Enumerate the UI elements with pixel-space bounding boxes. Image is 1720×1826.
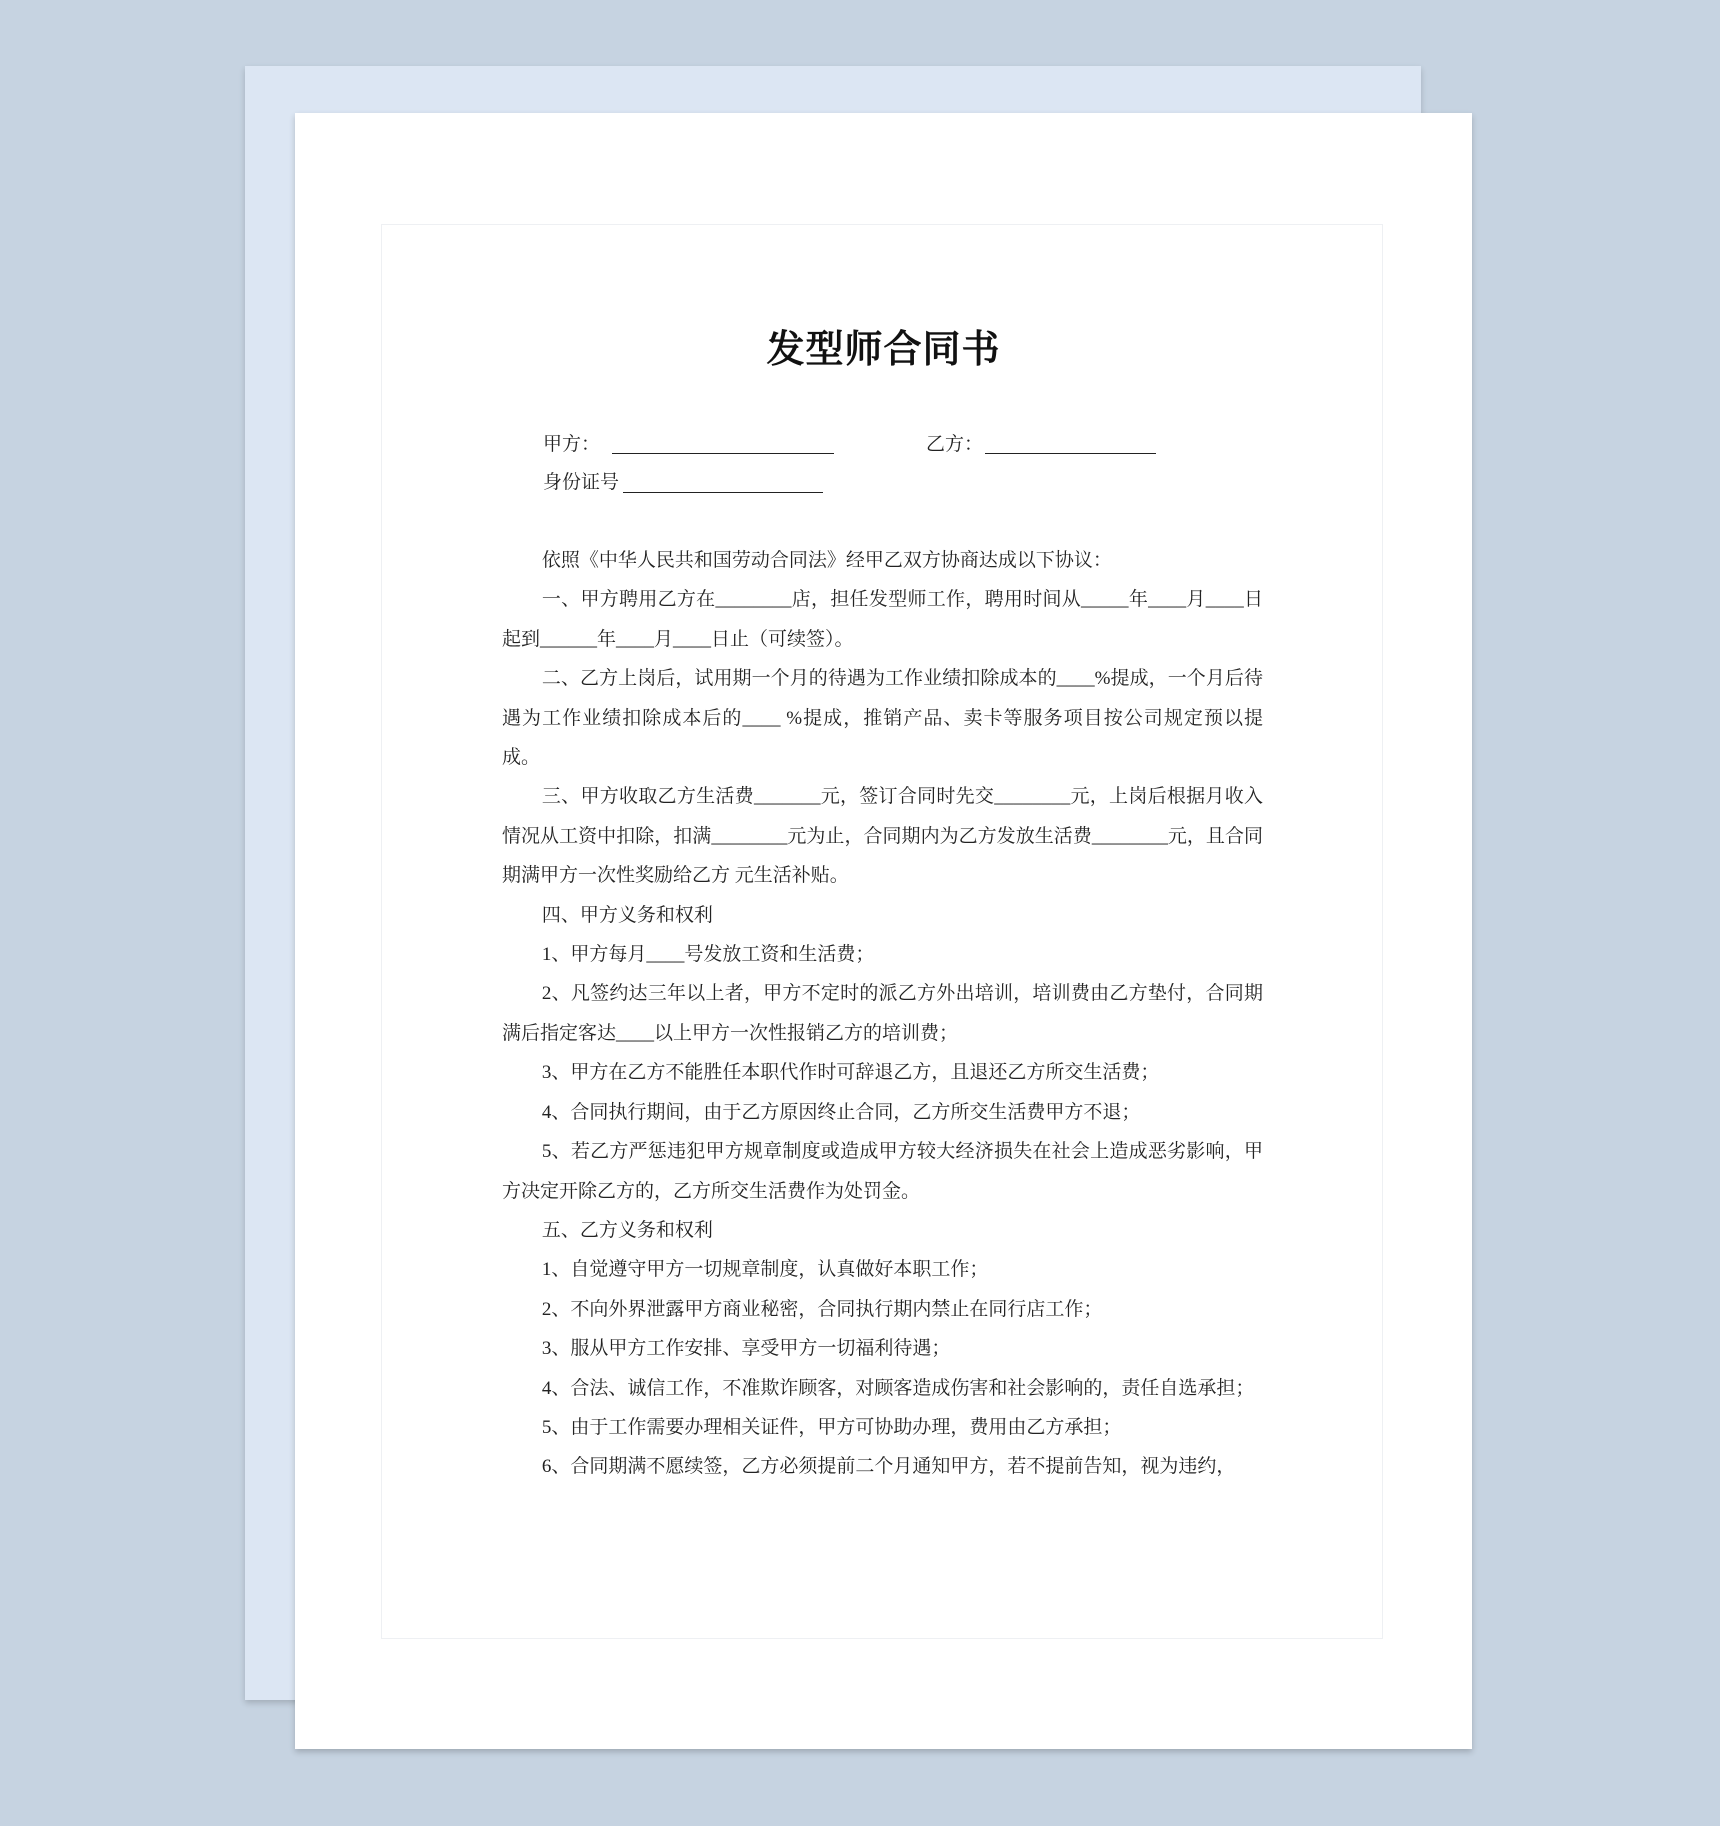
party-a-field[interactable] — [612, 453, 834, 454]
contract-paragraph: 2、凡签约达三年以上者，甲方不定时的派乙方外出培训，培训费由乙方垫付，合同期满后指定客达____以上甲方一次性报销乙方的培训费； — [502, 983, 1263, 1044]
contract-paragraph: 一、甲方聘用乙方在________店，担任发型师工作，聘用时间从_____年____月____日起到______年____月____日止（可续签）。 — [502, 589, 1263, 650]
contract-paragraph: 1、自觉遵守甲方一切规章制度，认真做好本职工作； — [541, 1259, 989, 1281]
document-page — [295, 113, 1472, 1749]
contract-paragraph: 5、由于工作需要办理相关证件，甲方可协助办理，费用由乙方承担； — [541, 1416, 1122, 1438]
contract-paragraph: 4、合法、诚信工作，不准欺诈顾客，对顾客造成伤害和社会影响的，责任自选承担； — [541, 1377, 1255, 1399]
contract-paragraph: 四、甲方义务和权利 — [541, 904, 713, 926]
contract-paragraph: 五、乙方义务和权利 — [541, 1219, 713, 1241]
contract-paragraph: 2、不向外界泄露甲方商业秘密，合同执行期内禁止在同行店工作； — [541, 1298, 1103, 1320]
party-a-label: 甲方： — [543, 434, 601, 455]
id-number-label: 身份证号 — [543, 472, 620, 493]
party-b-label: 乙方： — [926, 434, 984, 455]
contract-paragraph: 三、甲方收取乙方生活费_______元，签订合同时先交________元，上岗后根据月收入情况从工资中扣除，扣满________元为止，合同期内为乙方发放生活费________元，且合同期满甲方一次性奖励给乙方 元生活补贴。 — [502, 786, 1263, 887]
party-b-field[interactable] — [985, 453, 1156, 454]
contract-paragraph: 6、合同期满不愿续签，乙方必须提前二个月通知甲方，若不提前告知，视为违约， — [541, 1456, 1236, 1478]
document-title: 发型师合同书 — [766, 329, 1001, 371]
contract-paragraph: 二、乙方上岗后，试用期一个月的待遇为工作业绩扣除成本的____%提成，一个月后待遇为工作业绩扣除成本后的____ %提成，推销产品、卖卡等服务项目按公司规定预以提成。 — [502, 668, 1263, 769]
contract-paragraph: 4、合同执行期间，由于乙方原因终止合同，乙方所交生活费甲方不退； — [541, 1101, 1141, 1123]
contract-paragraph: 3、甲方在乙方不能胜任本职代作时可辞退乙方，且退还乙方所交生活费； — [541, 1062, 1160, 1084]
contract-paragraph: 依照《中华人民共和国劳动合同法》经甲乙双方协商达成以下协议： — [541, 550, 1112, 571]
contract-paragraph: 1、甲方每月____号发放工资和生活费； — [541, 944, 875, 966]
id-number-field[interactable] — [623, 492, 823, 493]
contract-paragraph: 5、若乙方严惩违犯甲方规章制度或造成甲方较大经济损失在社会上造成恶劣影响，甲方决定开除乙方的，乙方所交生活费作为处罚金。 — [502, 1141, 1263, 1202]
contract-body — [502, 541, 1263, 1487]
contract-paragraph: 3、服从甲方工作安排、享受甲方一切福利待遇； — [541, 1338, 951, 1360]
